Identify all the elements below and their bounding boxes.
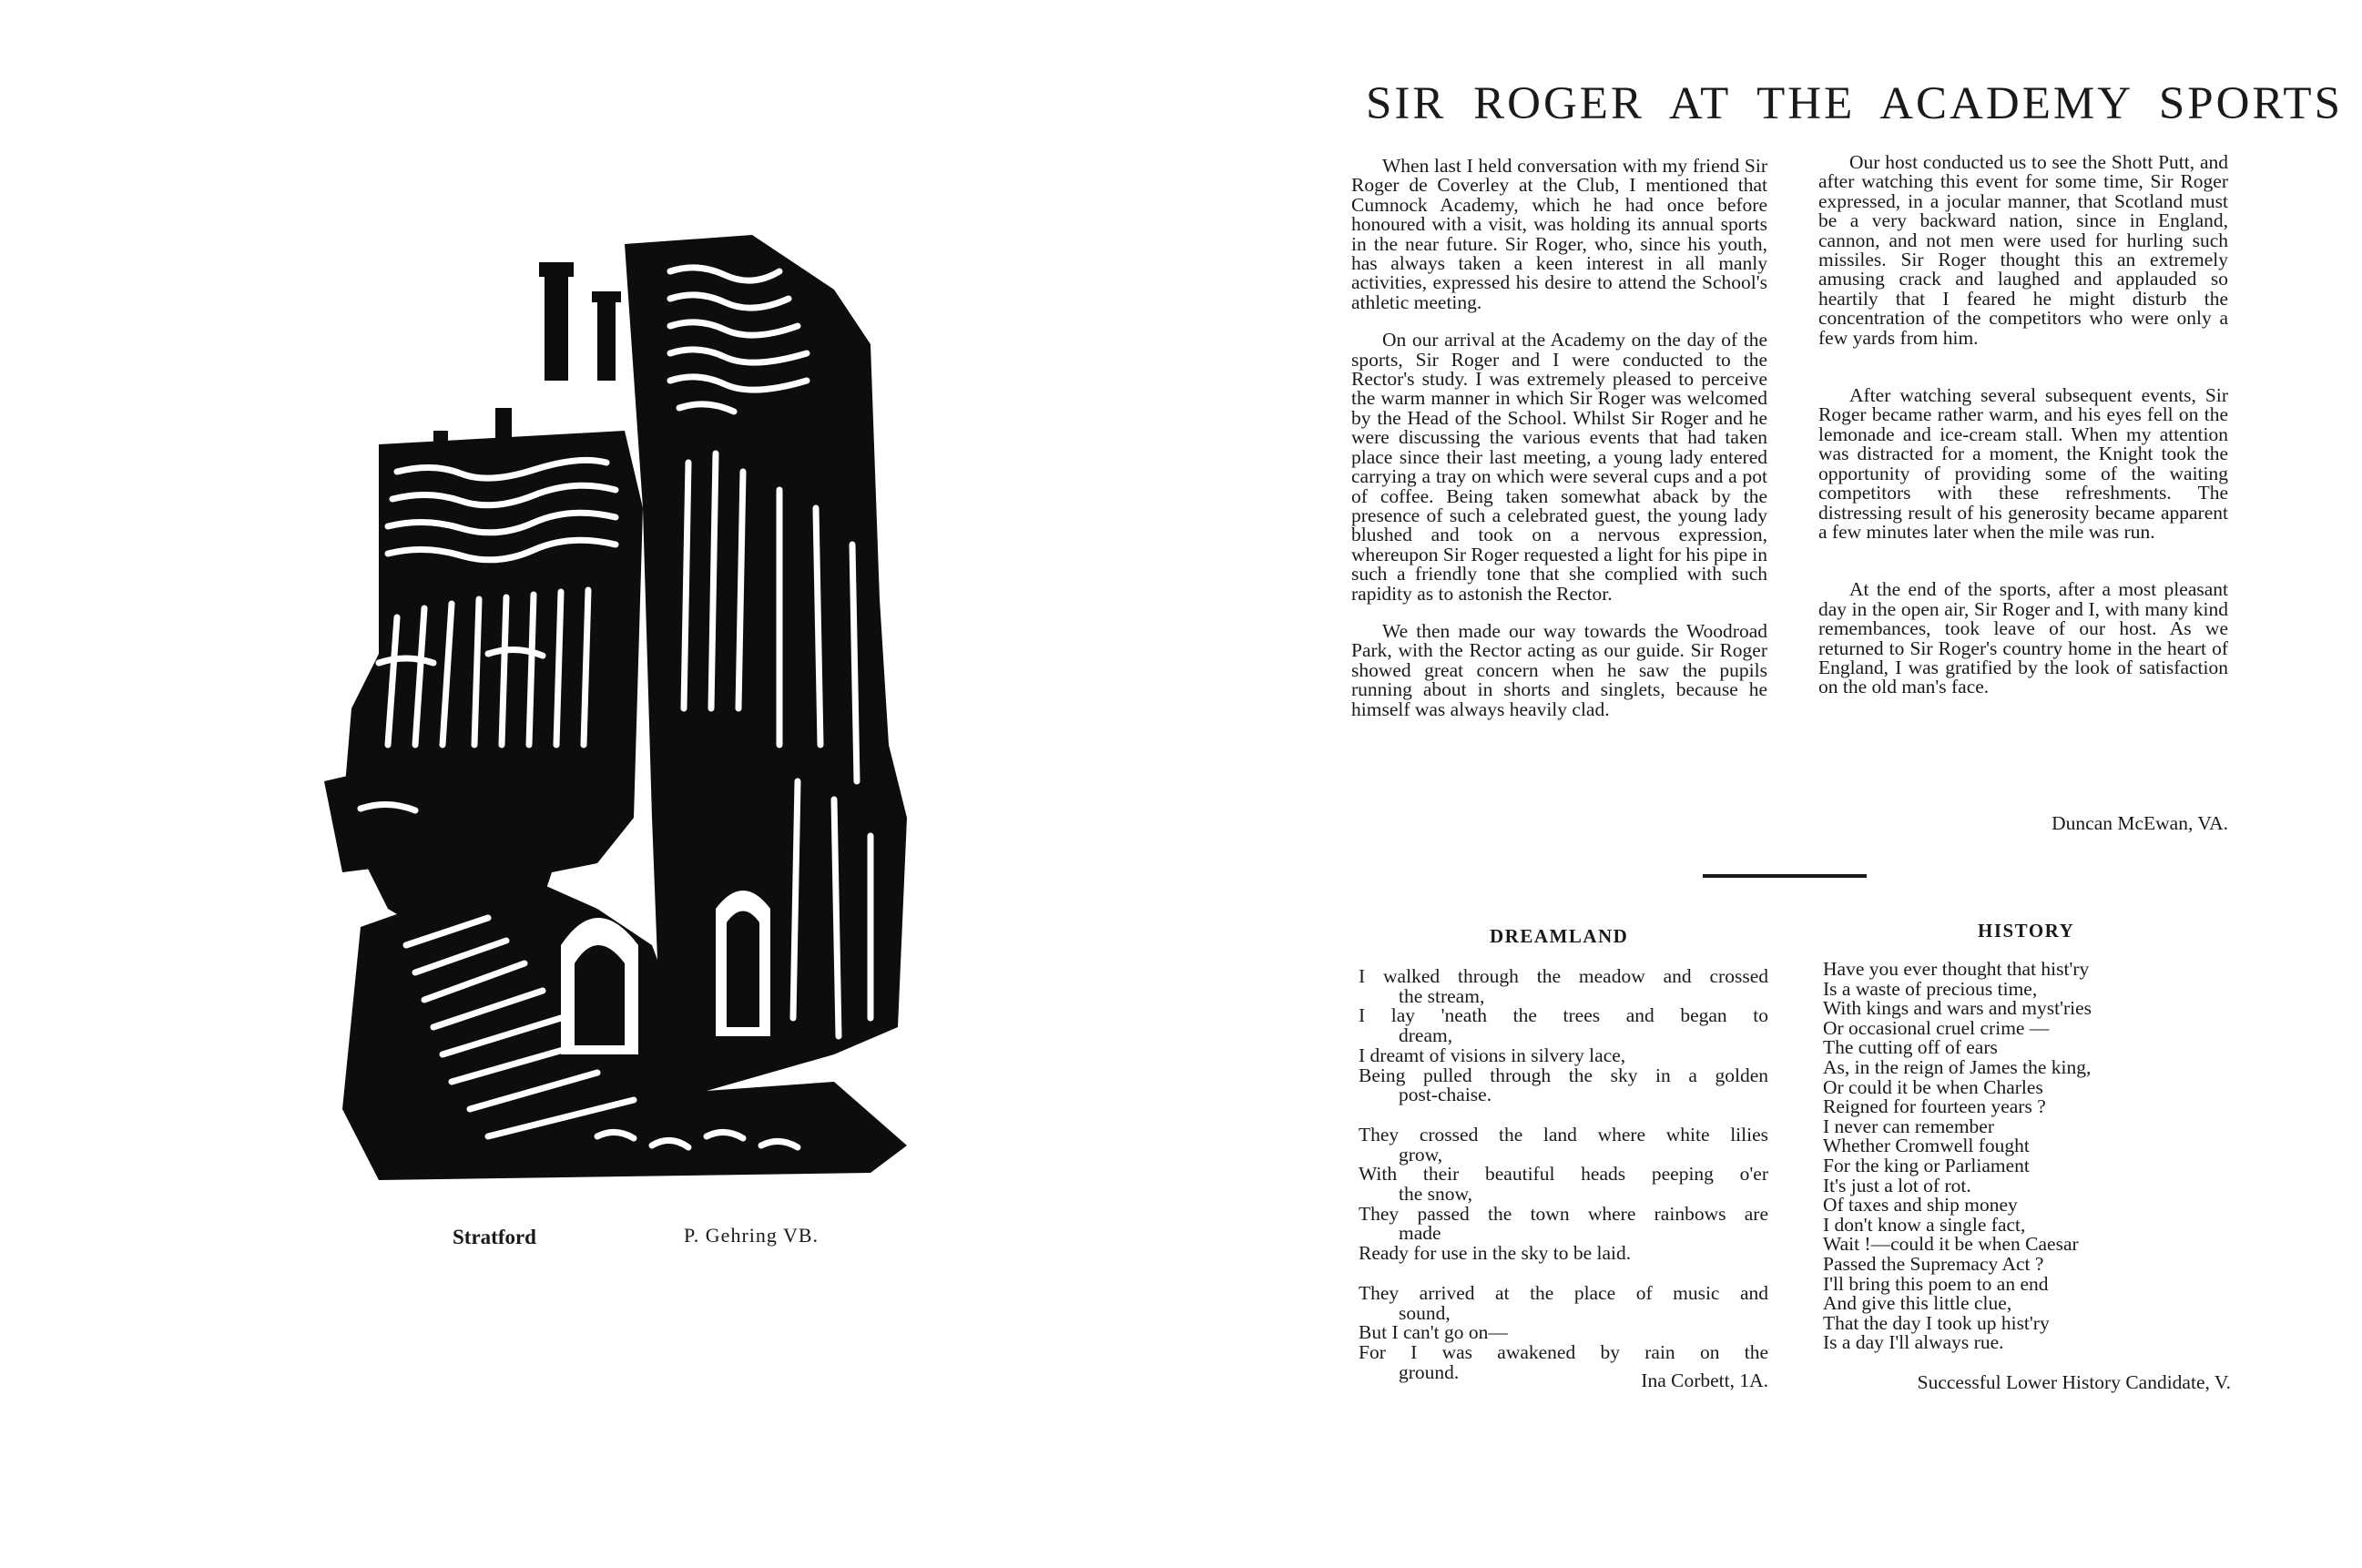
poem-dreamland: [1359, 967, 1768, 1382]
poem-line: I'll bring this poem to an end: [1823, 1272, 2049, 1295]
poem-history: [1823, 960, 2242, 1353]
poem-line: For the king or Parliament: [1823, 1154, 2030, 1176]
poem-line: dream,: [1399, 1024, 1453, 1047]
poem-line: I never can remember: [1823, 1115, 1995, 1137]
poem-line: the snow,: [1399, 1183, 1473, 1206]
poem-stanza: [1359, 1125, 1768, 1264]
article-paragraph: At the end of the sports, after a most pleasant day in the open air, Sir Roger and I, with many kind remembances, took leave of our host. As we returned to Sir Roger's country home in the heart of England, I was gratified by the look of satisfaction on the old man's face.: [1818, 578, 2228, 698]
poem-title-history: HISTORY: [1978, 920, 2075, 942]
poem-line: ground.: [1399, 1360, 1460, 1383]
artwork-caption-title: Stratford: [453, 1226, 536, 1248]
poem-line: They passed the town where rainbows are: [1359, 1202, 1768, 1225]
poem-line: As, in the reign of James the king,: [1823, 1055, 2092, 1078]
poem-line: But I can't go on—: [1359, 1321, 1508, 1344]
poem-line: I lay 'neath the trees and began to: [1359, 1004, 1768, 1027]
article-paragraph: When last I held conversation with my friend Sir Roger de Coverley at the Club, I mentioned that Cumnock Academy, which he had once before honoured with a visit, was holding its annual sports in the near future. Sir Roger, who, since his youth, has always taken a keen interest in all manly activities, expressed his desire to attend the School's athletic meeting.: [1351, 155, 1767, 313]
poem-line: Whether Cromwell fought: [1823, 1135, 2030, 1157]
poem-line: Reigned for fourteen years ?: [1823, 1095, 2046, 1118]
poem-line: Or occasional cruel crime —: [1823, 1016, 2050, 1039]
poem-line: Have you ever thought that hist'ry: [1823, 958, 2090, 980]
poem-line: I dreamt of visions in silvery lace,: [1359, 1044, 1626, 1066]
article-column-2: [1818, 153, 2228, 716]
poem-line: Of taxes and ship money: [1823, 1194, 2018, 1217]
poem-line: sound,: [1399, 1301, 1451, 1324]
poem-line: For I was awakened by rain on the: [1359, 1340, 1768, 1363]
poem-line: the stream,: [1399, 984, 1485, 1007]
poem-line: Wait !—could it be when Caesar: [1823, 1233, 2079, 1256]
poem-signature-dreamland: Ina Corbett, 1A.: [1641, 1369, 1768, 1391]
poem-line: The cutting off of ears: [1823, 1036, 1998, 1059]
article-paragraph: We then made our way towards the Woodroad Park, with the Rector acting as our guide. Sir Roger showed great concern when he saw the pupils running about in shorts and singlets, because he himself was always heavily clad.: [1351, 619, 1767, 720]
poem-line: They arrived at the place of music and: [1359, 1281, 1768, 1304]
poem-line: grow,: [1399, 1143, 1443, 1166]
poem-stanza: [1359, 967, 1768, 1105]
poem-line: And give this little clue,: [1823, 1292, 2012, 1315]
poem-line: With their beautiful heads peeping o'er: [1359, 1163, 1768, 1186]
article-paragraph: On our arrival at the Academy on the day of the sports, Sir Roger and I were conducted to the Rector's study. I was extremely pleased to perceive the warm manner in which Sir Roger was welcomed by the Head of the School. Whilst Sir Roger and he were discussing the various events that had taken place since their last meeting, a young lady entered carrying a tray on which were several cups and a pot of coffee. Being taken somewhat aback by the presence of such a celebrated guest, the young lady blushed and took on a nervous expression, whereupon Sir Roger requested a light for his pipe in such a friendly tone that she complied with such rapidity as to astonish the Rector.: [1351, 329, 1767, 605]
poem-line: Passed the Supremacy Act ?: [1823, 1252, 2044, 1275]
section-divider: [1703, 874, 1867, 878]
poem-line: I walked through the meadow and crossed: [1359, 965, 1768, 987]
poem-line: Being pulled through the sky in a golden: [1359, 1064, 1768, 1086]
poem-line: Or could it be when Charles: [1823, 1075, 2043, 1098]
poem-line: That the day I took up hist'ry: [1823, 1311, 2050, 1334]
poem-stanza: [1359, 1281, 1768, 1383]
poem-line: Is a day I'll always rue.: [1823, 1331, 2004, 1354]
article-paragraph: Our host conducted us to see the Shott Putt, and after watching this event for some time, Sir Roger expressed, in a jocular manner, that Scotland must be a very backward nation, since in England, cannon, and not men were used for hurling such missiles. Sir Roger thought this an extremely amusing crack and laughed and applauded so heartily that I feared he might disturb the concentration of the competitors who were only a few yards from him.: [1818, 151, 2228, 349]
poem-line: It's just a lot of rot.: [1823, 1174, 1971, 1196]
article-column-1: [1351, 157, 1767, 738]
article-headline: SIR ROGER AT THE ACADEMY SPORTS: [1366, 78, 2343, 129]
poem-line: made: [1399, 1222, 1441, 1245]
poem-line: They crossed the land where white lilies: [1359, 1123, 1768, 1145]
artwork-caption-author: P. Gehring VB.: [684, 1224, 820, 1247]
poem-title-dreamland: DREAMLAND: [1490, 925, 1629, 947]
stratford-woodcut: [324, 235, 916, 1180]
poem-signature-history: Successful Lower History Candidate, V.: [1917, 1371, 2231, 1393]
poem-line: post-chaise.: [1399, 1084, 1492, 1106]
article-paragraph: After watching several subsequent events, Sir Roger became rather warm, and his eyes fell on the lemonade and ice-cream stall. When my attention was distracted for a moment, the Knight took the opportunity of providing some of the waiting competitors with these refreshments. The distressing result of his generosity became apparent a few minutes later when the mile was run.: [1818, 384, 2228, 543]
poem-line: I don't know a single fact,: [1823, 1213, 2026, 1236]
article-signature: Duncan McEwan, VA.: [2051, 812, 2228, 834]
poem-line: With kings and wars and myst'ries: [1823, 997, 2092, 1020]
poem-line: Ready for use in the sky to be laid.: [1359, 1242, 1632, 1265]
poem-line: Is a waste of precious time,: [1823, 977, 2038, 1000]
